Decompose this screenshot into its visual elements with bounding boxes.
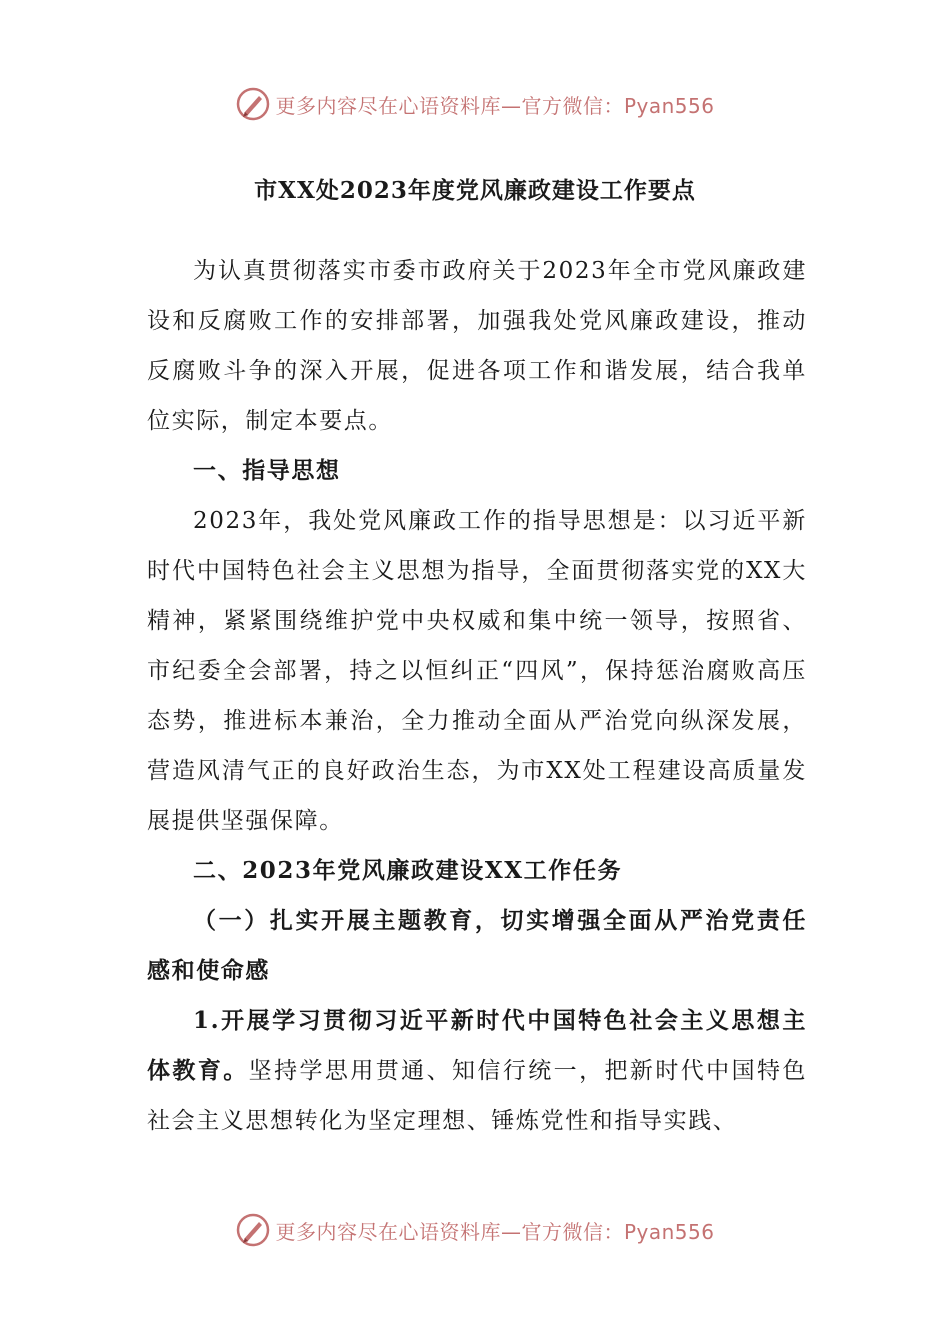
document-body: [147, 246, 807, 1146]
pen-logo-icon: [235, 86, 271, 122]
watermark-banner-bottom: [0, 1210, 950, 1250]
intro-paragraph: 为认真贯彻落实市委市政府关于2023年全市党风廉政建设和反腐败工作的安排部署，加强我处党风廉政建设，推动反腐败斗争的深入开展，促进各项工作和谐发展，结合我单位实际，制定本要点。: [147, 258, 807, 434]
section-1-paragraph: 2023年，我处党风廉政工作的指导思想是：以习近平新时代中国特色社会主义思想为指导，全面贯彻落实党的XX大精神，紧紧围绕维护党中央权威和集中统一领导，按照省、市纪委全会部署，持之以恒纠正“四风”，保持惩治腐败高压态势，推进标本兼治，全力推动全面从严治党向纵深发展，营造风清气正的良好政治生态，为市XX处工程建设高质量发展提供坚强保障。: [147, 508, 807, 834]
section-heading-2: 二、2023年党风廉政建设XX工作任务: [193, 857, 623, 884]
pen-logo-icon: [235, 1212, 271, 1248]
item-1-paragraph: [147, 996, 807, 1146]
item-1-text: 坚持学思用贯通、知信行统一，把新时代中国特色社会主义思想转化为坚定理想、锤炼党性和指导实践、: [147, 1058, 807, 1134]
subsection-heading-1: （一）扎实开展主题教育，切实增强全面从严治党责任感和使命感: [147, 907, 807, 984]
section-heading-1: 一、指导思想: [193, 457, 341, 484]
document-title: 市XX处2023年度党风廉政建设工作要点: [254, 177, 696, 204]
watermark-banner-top: [0, 84, 950, 124]
item-1-lead: 1.开展学习贯彻习近平新时代中国特色社会主义思想主体教育。: [147, 1007, 807, 1084]
watermark-text: 更多内容尽在心语资料库—官方微信：Pyan556: [275, 93, 715, 118]
watermark-text: 更多内容尽在心语资料库—官方微信：Pyan556: [275, 1219, 715, 1244]
